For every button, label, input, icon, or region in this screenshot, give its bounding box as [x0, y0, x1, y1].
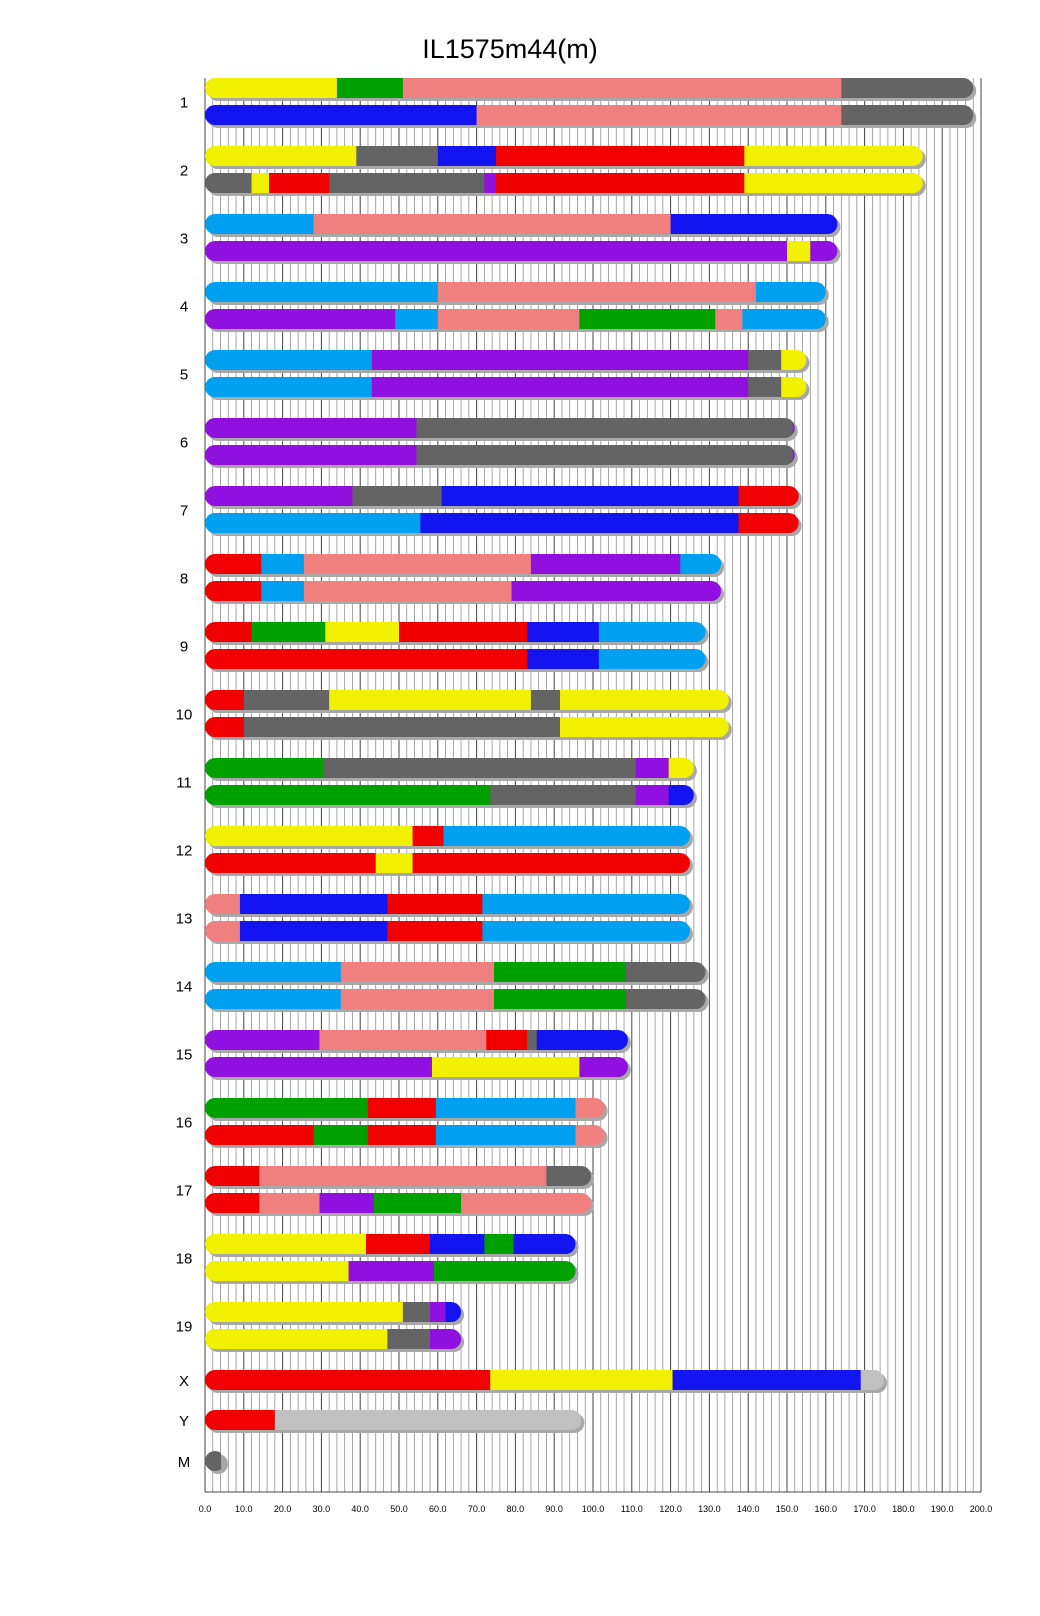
segment-blue	[527, 649, 599, 669]
segment-yellow	[325, 622, 399, 642]
segment-red	[368, 1098, 437, 1118]
haplotype-bar	[205, 1030, 629, 1050]
segment-pink	[576, 1125, 606, 1145]
haplotype-bar	[205, 826, 691, 846]
segment-yellow	[781, 350, 807, 370]
segment-darkgray	[748, 350, 782, 370]
haplotype-bar	[205, 282, 826, 302]
segment-darkgray	[244, 690, 330, 710]
segment-lightblue	[205, 962, 341, 982]
haplotype-bar	[205, 581, 722, 601]
haplotype-bar	[205, 1370, 885, 1390]
x-tick-label: 60.0	[429, 1504, 447, 1514]
segment-green	[494, 962, 627, 982]
segment-darkgray	[841, 105, 974, 125]
segment-yellow	[205, 1261, 349, 1281]
segment-lightblue	[444, 826, 691, 846]
haplotype-bar	[205, 1193, 592, 1213]
segment-red	[205, 649, 528, 669]
segment-blue	[240, 921, 388, 941]
segment-darkgray	[323, 758, 636, 778]
x-tick-label: 50.0	[390, 1504, 408, 1514]
segment-darkgray	[841, 78, 974, 98]
haplotype-bar	[205, 309, 826, 329]
segment-lightblue	[680, 554, 721, 574]
segment-green	[374, 1193, 462, 1213]
segment-purple	[319, 1193, 374, 1213]
segment-darkgray	[531, 690, 561, 710]
segment-darkgray	[626, 989, 706, 1009]
segment-purple	[579, 1057, 628, 1077]
segment-lightblue	[395, 309, 438, 329]
x-tick-label: 40.0	[351, 1504, 369, 1514]
segment-pink	[477, 105, 842, 125]
chromosome-label: 17	[175, 1182, 193, 1200]
segment-purple	[636, 758, 670, 778]
segment-red	[205, 554, 262, 574]
segment-darkgray	[416, 445, 793, 465]
haplotype-bar	[205, 758, 694, 778]
segment-purple	[372, 350, 749, 370]
haplotype-bar	[205, 445, 795, 465]
x-axis-tick-labels	[199, 1504, 993, 1514]
segment-pink	[304, 581, 512, 601]
x-tick-label: 70.0	[467, 1504, 486, 1514]
segment-blue	[671, 214, 838, 234]
segment-yellow	[787, 241, 811, 261]
segment-blue	[537, 1030, 629, 1050]
x-tick-label: 90.0	[545, 1504, 563, 1514]
segment-purple	[205, 241, 788, 261]
segment-blue	[420, 513, 739, 533]
segment-purple	[810, 241, 838, 261]
segment-red	[387, 921, 483, 941]
chromosome-label: 15	[175, 1046, 193, 1064]
segment-purple	[205, 418, 417, 438]
segment-darkgray	[490, 785, 636, 805]
segment-blue	[240, 894, 388, 914]
x-tick-label: 10.0	[235, 1504, 253, 1514]
chromosome-label: 1	[179, 94, 189, 112]
haplotype-bar	[205, 962, 706, 982]
segment-green	[314, 1125, 369, 1145]
x-tick-label: 110.0	[620, 1504, 643, 1514]
segment-red	[205, 1370, 491, 1390]
segment-yellow	[205, 146, 357, 166]
segment-yellow	[329, 690, 531, 710]
x-tick-label: 150.0	[775, 1504, 799, 1514]
haplotype-bar	[205, 853, 691, 873]
segment-yellow	[205, 1329, 388, 1349]
segment-yellow	[490, 1370, 673, 1390]
segment-pink	[438, 282, 757, 302]
segment-lightblue	[436, 1098, 576, 1118]
segment-darkgray	[546, 1166, 591, 1186]
segment-green	[252, 622, 326, 642]
haplotype-bar	[205, 717, 729, 737]
segment-red	[205, 717, 244, 737]
segment-red	[269, 173, 330, 193]
haplotype-bar	[205, 1261, 576, 1281]
segment-lightblue	[205, 282, 438, 302]
haplotype-bar	[205, 377, 807, 397]
haplotype-bar	[205, 1234, 576, 1254]
haplotype-bar	[205, 1329, 462, 1349]
x-tick-label: 160.0	[814, 1504, 838, 1514]
segment-pink	[341, 989, 495, 1009]
segment-yellow	[252, 173, 270, 193]
segment-red	[205, 1125, 314, 1145]
haplotype-bar	[205, 921, 691, 941]
chromosome-label: 9	[179, 638, 189, 656]
segment-lightblue	[205, 989, 341, 1009]
x-tick-label: 140.0	[736, 1504, 760, 1514]
x-tick-label: 30.0	[312, 1504, 331, 1514]
segment-red	[205, 581, 262, 601]
segment-darkgray	[387, 1329, 430, 1349]
segment-darkgray	[356, 146, 438, 166]
segment-lightblue	[742, 309, 826, 329]
segment-red	[413, 853, 691, 873]
segment-yellow	[432, 1057, 580, 1077]
segment-green	[337, 78, 404, 98]
segment-purple	[531, 554, 681, 574]
x-tick-label: 100.0	[581, 1504, 605, 1514]
segment-pink	[259, 1193, 320, 1213]
segment-red	[205, 853, 376, 873]
segment-blue	[442, 486, 739, 506]
segment-green	[205, 758, 324, 778]
segment-red	[205, 1193, 260, 1213]
segment-lightblue	[261, 581, 304, 601]
chromosome-label: 14	[175, 978, 193, 996]
x-tick-label: 180.0	[892, 1504, 915, 1514]
chromosome-label: X	[178, 1373, 190, 1390]
segment-yellow	[205, 1302, 403, 1322]
haplotype-bar	[205, 894, 691, 914]
segment-red	[205, 1410, 275, 1430]
segment-lightblue	[205, 513, 421, 533]
segment-yellow	[205, 1234, 367, 1254]
segment-red	[399, 622, 528, 642]
segment-darkgray	[352, 486, 442, 506]
segment-yellow	[744, 146, 923, 166]
chromosome-label: 7	[179, 502, 189, 520]
x-tick-label: 120.0	[659, 1504, 682, 1514]
segment-red	[205, 690, 244, 710]
x-tick-label: 190.0	[930, 1504, 954, 1514]
chromosome-label: M	[177, 1454, 191, 1471]
x-tick-label: 170.0	[853, 1504, 876, 1514]
segment-red	[739, 486, 800, 506]
segment-purple	[484, 173, 496, 193]
haplotype-bar	[205, 513, 799, 533]
segment-green	[579, 309, 715, 329]
segment-pink	[314, 214, 672, 234]
segment-purple	[430, 1329, 462, 1349]
segment-lightgray	[275, 1410, 582, 1430]
haplotype-bar	[205, 1057, 629, 1077]
segment-darkgray	[205, 173, 252, 193]
segment-blue	[438, 146, 497, 166]
segment-lightblue	[599, 622, 706, 642]
segment-lightblue	[205, 377, 372, 397]
haplotype-bar	[205, 554, 722, 574]
segment-pink	[438, 309, 580, 329]
segment-pink	[341, 962, 495, 982]
chromosome-label: 18	[175, 1250, 193, 1268]
haplotype-bar	[205, 1166, 592, 1186]
haplotype-bar	[205, 1125, 605, 1145]
segment-blue	[669, 785, 695, 805]
segment-yellow	[669, 758, 695, 778]
haplotype-bar	[205, 105, 974, 125]
haplotype-bar	[205, 350, 807, 370]
segment-purple	[205, 1057, 433, 1077]
haplotype-bar	[205, 1098, 605, 1118]
segment-lightblue	[482, 921, 690, 941]
segment-lightblue	[205, 350, 372, 370]
chromosome-label: Y	[178, 1413, 190, 1430]
segment-red	[368, 1125, 437, 1145]
chromosome-label: 2	[179, 162, 189, 180]
segment-red	[205, 1166, 260, 1186]
segment-yellow	[560, 717, 729, 737]
chromosome-label: 3	[179, 230, 189, 248]
chromosome-label: 10	[175, 706, 193, 724]
segment-pink	[205, 894, 241, 914]
chromosome-label: 11	[176, 774, 192, 792]
segment-blue	[673, 1370, 862, 1390]
segment-purple	[205, 445, 417, 465]
segment-blue	[430, 1234, 485, 1254]
segment-pink	[715, 309, 743, 329]
segment-red	[366, 1234, 431, 1254]
haplotype-bar	[205, 1302, 462, 1322]
chromosome-label: 16	[175, 1114, 193, 1132]
chromosome-label: 6	[179, 434, 189, 452]
segment-green	[434, 1261, 576, 1281]
segment-red	[413, 826, 445, 846]
haplotype-bar	[205, 1410, 582, 1430]
segment-yellow	[560, 690, 729, 710]
haplotype-bar	[205, 418, 795, 438]
segment-purple	[205, 309, 396, 329]
segment-pink	[403, 78, 842, 98]
segment-yellow	[205, 78, 338, 98]
haplotype-bar	[205, 78, 974, 98]
segment-yellow	[744, 173, 923, 193]
chromosome-label: 5	[179, 366, 189, 384]
haplotype-bar	[205, 989, 706, 1009]
x-tick-label: 80.0	[506, 1504, 525, 1514]
segment-darkgray	[748, 377, 782, 397]
segment-lightblue	[482, 894, 690, 914]
segment-purple	[512, 581, 722, 601]
segment-green	[494, 989, 627, 1009]
segment-pink	[461, 1193, 592, 1213]
haplotype-bar	[205, 173, 923, 193]
segment-purple	[205, 1030, 320, 1050]
segment-darkgray	[244, 717, 561, 737]
haplotype-bar	[205, 649, 706, 669]
haplotype-bar	[205, 146, 923, 166]
segment-lightblue	[205, 214, 314, 234]
segment-darkgray	[416, 418, 793, 438]
segment-darkgray	[527, 1030, 537, 1050]
segment-purple	[349, 1261, 435, 1281]
segment-lightgray	[861, 1370, 885, 1390]
chromosome-label: 19	[175, 1318, 193, 1336]
chart-title: IL1575m44(m)	[422, 34, 598, 64]
segment-red	[496, 173, 745, 193]
segment-red	[387, 894, 483, 914]
segment-darkgray	[403, 1302, 431, 1322]
segment-pink	[205, 921, 241, 941]
segment-purple	[205, 486, 353, 506]
segment-darkgray	[626, 962, 706, 982]
segment-blue	[527, 622, 599, 642]
segment-yellow	[376, 853, 413, 873]
segment-blue	[513, 1234, 576, 1254]
segment-lightblue	[756, 282, 826, 302]
segment-lightblue	[436, 1125, 576, 1145]
segment-green	[205, 1098, 369, 1118]
segment-red	[496, 146, 745, 166]
segment-red	[739, 513, 800, 533]
haplotype-bar	[205, 241, 838, 261]
x-tick-label: 0.0	[198, 1504, 212, 1514]
chromosome-label: 12	[175, 842, 193, 860]
x-tick-label: 200.0	[969, 1504, 993, 1514]
chromosome-label: 8	[179, 570, 189, 588]
segment-purple	[372, 377, 749, 397]
segment-green	[205, 785, 491, 805]
segment-purple	[430, 1302, 446, 1322]
haplotype-bar	[205, 785, 694, 805]
x-tick-label: 130.0	[698, 1504, 721, 1514]
haplotype-bar	[205, 486, 799, 506]
segment-yellow	[205, 826, 413, 846]
segment-blue	[205, 105, 477, 125]
segment-pink	[259, 1166, 547, 1186]
segment-pink	[304, 554, 532, 574]
chromosome-label: 4	[179, 298, 189, 316]
segment-red	[486, 1030, 527, 1050]
segment-yellow	[781, 377, 807, 397]
segment-pink	[319, 1030, 486, 1050]
chromosome-label: 13	[175, 910, 193, 928]
segment-lightblue	[261, 554, 304, 574]
segment-green	[484, 1234, 514, 1254]
segment-darkgray	[329, 173, 485, 193]
segment-red	[205, 622, 252, 642]
segment-pink	[576, 1098, 606, 1118]
haplotype-bar	[205, 622, 706, 642]
x-tick-label: 20.0	[273, 1504, 292, 1514]
haplotype-bar	[205, 214, 838, 234]
segment-purple	[636, 785, 670, 805]
haplotype-bar	[205, 690, 729, 710]
segment-lightblue	[599, 649, 706, 669]
